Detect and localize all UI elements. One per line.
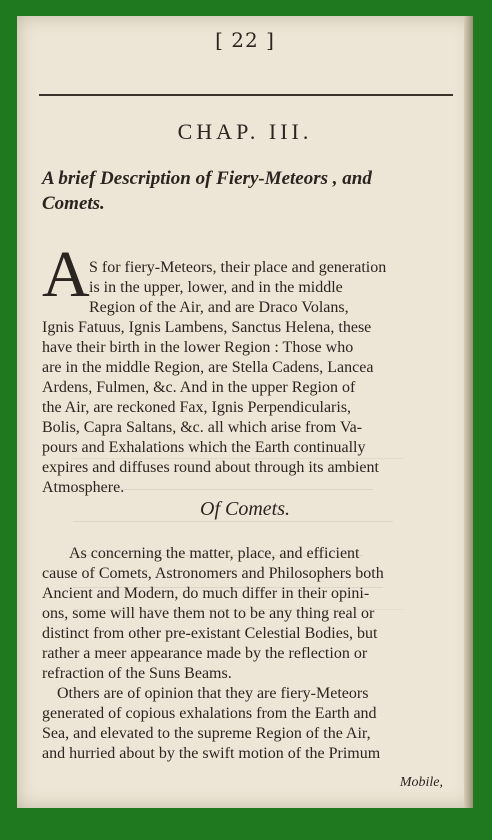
- text-line: Ancient and Modern, do much differ in their opini-: [42, 585, 370, 602]
- text-line: is in the upper, lower, and in the middle: [89, 279, 343, 296]
- text-line: cause of Comets, Astronomers and Philosophers both: [42, 565, 384, 582]
- chapter-title: CHAP. III.: [177, 119, 313, 144]
- text-line: rather a meer appearance made by the reflection or: [42, 645, 368, 662]
- text-line: the Air, are reckoned Fax, Ignis Perpendicularis,: [42, 399, 352, 416]
- text-line: and hurried about by the swift motion of the Primum: [42, 745, 381, 762]
- catchword: Mobile,: [399, 775, 443, 790]
- book-page: [17, 16, 473, 808]
- subtitle-line: A brief Description of Fiery-Meteors , and: [42, 168, 372, 189]
- text-line: Ardens, Fulmen, &c. And in the upper Region of: [42, 379, 356, 396]
- page-number: [ 22 ]: [215, 28, 275, 52]
- chapter-subtitle: [42, 166, 452, 216]
- text-line: pours and Exhalations which the Earth continually: [42, 439, 366, 456]
- text-line: Region of the Air, and are Draco Volans,: [89, 299, 349, 316]
- text-line: Sea, and elevated to the supreme Region of the Air,: [42, 725, 371, 742]
- text-line: As concerning the matter, place, and efficient: [69, 545, 360, 562]
- text-line: have their birth in the lower Region : Those who: [42, 339, 354, 356]
- text-line: Others are of opinion that they are fiery-Meteors: [57, 685, 369, 702]
- text-line: Bolis, Capra Saltans, &c. all which arise from Va-: [42, 419, 363, 436]
- text-line: Atmosphere.: [42, 479, 125, 496]
- bleed-line: [73, 521, 393, 522]
- text-line: generated of copious exhalations from the Earth and: [42, 705, 377, 722]
- header-rule: [39, 94, 453, 96]
- text-line: ons, some will have them not to be any thing real or: [42, 605, 375, 622]
- text-line: are in the middle Region, are Stella Cadens, Lancea: [42, 359, 374, 376]
- text-line: distinct from other pre-existant Celestial Bodies, but: [42, 625, 378, 642]
- subtitle-line: Comets.: [42, 193, 105, 214]
- section-title: Of Comets.: [200, 498, 290, 520]
- text-line: Ignis Fatuus, Ignis Lambens, Sanctus Helena, these: [42, 319, 372, 336]
- text-line: refraction of the Suns Beams.: [42, 665, 232, 682]
- text-line: S for fiery-Meteors, their place and generation: [89, 259, 387, 276]
- text-line: expires and diffuses round about through its ambient: [42, 459, 379, 476]
- drop-cap: A: [42, 238, 90, 311]
